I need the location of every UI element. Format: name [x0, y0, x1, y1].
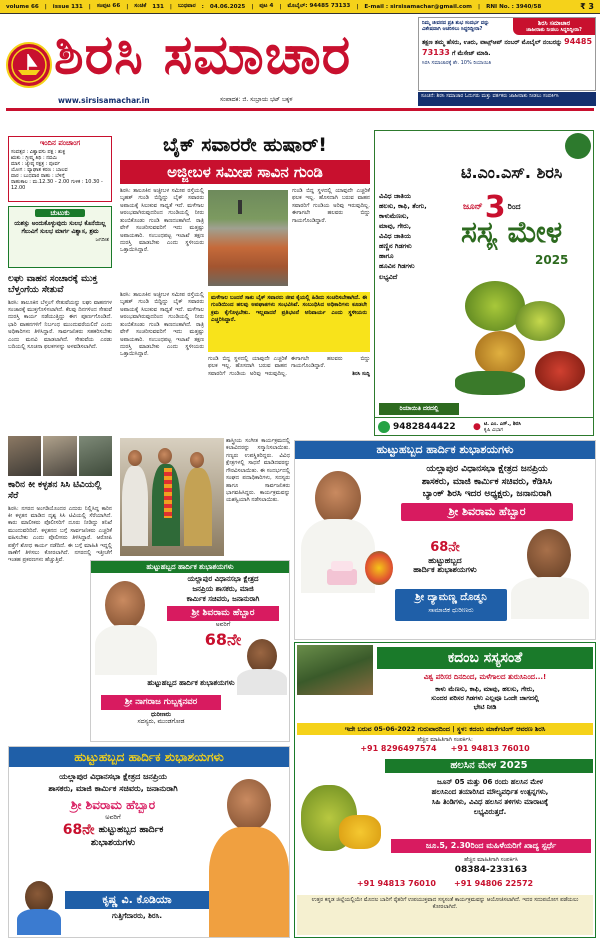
tms-mela: ಸಸ್ಯ ಮೇಳ: [461, 215, 563, 250]
lead-body-2: [292, 188, 370, 290]
bday-ad-bottom: [8, 746, 290, 938]
leader-shirt: [95, 625, 157, 675]
tms-item: ಹಣ್ಣಿನ ಗಿಡಗಳು: [379, 242, 412, 251]
bday-top-from-name: ಶ್ರೀ ದ್ಯಾಮಣ್ಣ ದೊಡ್ಮನಿ: [415, 592, 487, 603]
lead-body-2-text: ಗುಂಡಿ ಬಿದ್ದ ಸ್ಥಳದಲ್ಲಿ ಯಾವುದೇ ಎಚ್ಚರಿಕೆ ಫಲಕ ಇಲ್ಲ. ಹೊಸದಾಗಿ ಬರುವ ವಾಹನ ಸವಾರರಿಗೆ ಗುಂಡಿಯ ಅರಿವು ಇರುವುದಿಲ್ಲ. ಈಗಾಗಲೇ ಹಲವರು ಬಿದ್ದು ಗಾಯಗೊಂಡಿದ್ದಾರೆ.: [292, 188, 370, 224]
jackfruit-illustration: [299, 775, 385, 869]
kadamba-contest: ಜೂ.5, 2.30ರಿಂದ ಮಹಿಳೆಯರಿಗೆ ಖಾದ್ಯ ಸ್ಪರ್ಧೆ: [391, 839, 591, 853]
bday-mid-age: 68ನೇ: [204, 630, 242, 650]
bday-top-wishes: [395, 541, 495, 581]
bday-mid-line-2: ಜನಪ್ರಿಯ ಶಾಸಕರು, ಮಾಜಿ: [192, 584, 254, 593]
bday-top-line-3: ಬ್ಯಾಂಕ್ ಶಿರಸಿ ಇದರ ಅಧ್ಯಕ್ಷರು, ಜನಾನುರಾಗಿ: [422, 489, 552, 500]
mobile: ಮೊಬೈಲ್: 94485 73133: [287, 3, 351, 9]
kadamba-phone-4[interactable]: +91 94813 76010: [356, 879, 436, 888]
lead-more: ಶಿರಸಿ ಸುದ್ದಿ: [352, 370, 370, 377]
email: E-mail : sirsisamachar@gmail.com: [364, 3, 473, 10]
tms-phone[interactable]: 9482844422: [393, 421, 456, 432]
bday-bottom-from-role: ಗುತ್ತಿಗೆದಾರರು, ಶಿರಸಿ.: [111, 912, 163, 920]
tms-footer: [375, 417, 593, 435]
bday-mid-from: [101, 695, 221, 737]
kadamba-phone-5[interactable]: +91 94806 22572: [454, 879, 534, 888]
bday-top-header: ಹುಟ್ಟುಹಬ್ಬದ ಹಾರ್ದಿಕ ಶುಭಾಶಯಗಳು: [295, 441, 595, 459]
sender-shirt: [511, 577, 589, 619]
tms-item: ವಿವಿಧ ಜಾತಿಯ: [379, 232, 411, 241]
tms-fruits-illustration: [455, 271, 593, 401]
lead-body-cont-2-text: ಗುಂಡಿ ಬಿದ್ದ ಸ್ಥಳದಲ್ಲಿ ಯಾವುದೇ ಎಚ್ಚರಿಕೆ ಫಲಕ ಇಲ್ಲ. ಹೊಸದಾಗಿ ಬರುವ ವಾಹನ ಸವಾರರಿಗೆ ಗುಂಡಿಯ ಅರಿವು ಇರುವುದಿಲ್ಲ. ಈಗಾಗಲೇ ಹಲವರು ಬಿದ್ದು ಗಾಯಗೊಂಡಿದ್ದಾರೆ.: [208, 356, 370, 377]
lead-headline: ಅಜ್ಜೀಬಳ ಸಮೀಪ ಸಾವಿನ ಗುಂಡಿ: [120, 160, 370, 184]
issue: issue 131: [52, 3, 83, 10]
bday-mid-name: ಶ್ರೀ ಶಿವರಾಮ ಹೆಬ್ಬಾರ: [167, 606, 279, 621]
ad-kadamba-sasyasanthe: [294, 642, 596, 938]
kadamba-contact-1: ಹೆಚ್ಚಿನ ಮಾಹಿತಿಗಾಗಿ ಸಂಪರ್ಕಿಸಿ:: [417, 737, 473, 743]
lead-body-cont-2: [208, 356, 370, 416]
kadamba-phone-2[interactable]: +91 94813 76010: [450, 744, 530, 753]
bday-bottom-header: ಹುಟ್ಟುಹಬ್ಬದ ಹಾರ್ದಿಕ ಶುಭಾಶಯಗಳು: [9, 747, 289, 767]
kadamba-body: [377, 685, 593, 719]
kadamba-body-2: ಸುಂದರ ಪರಿಸರ ಗಿಡಗಳು ಎಲ್ಲವೂ ಒಂದೇ ಜಾಗದಲ್ಲಿ: [431, 694, 539, 703]
bday-top-line-1: ಯಲ್ಲಾಪುರ ವಿಧಾನಸಭಾ ಕ್ಷೇತ್ರದ ಜನಪ್ರಿಯ: [426, 464, 548, 474]
editor-line: ಸಂಪಾದಕ: ಜಿ. ಸುಬ್ರಾಯ ಭಟ್ ಬಕ್ಕಳ: [220, 96, 293, 103]
sender-face: [527, 529, 571, 581]
lead-kicker: ಬೈಕ್ ಸವಾರರೇ ಹುಷಾರ್!: [163, 134, 327, 156]
tms-item: ಕಾಳುಮೆಣಸು,: [379, 212, 409, 221]
bday-mid-wish: ಹುಟ್ಟುಹಬ್ಬದ ಹಾರ್ದಿಕ ಶುಭಾಶಯಗಳು: [147, 679, 235, 687]
bday-mid-portrait: [95, 575, 157, 675]
bday-mid-line-1: ಯಲ್ಲಾಪುರ ವಿಧಾನಸಭಾ ಕ್ಷೇತ್ರದ: [187, 575, 259, 583]
story-left-2-body: ಶಿರಸಿ: ನಗರದ ಅಂಗಡಿಯೊಂದರ ಎದುರು ನಿಲ್ಲಿಸಿದ್ದ ಕಾರಿನ ಕೀ ಕಳ್ಳತನ ಮಾಡಿದ ದೃಶ್ಯ ಸಿಸಿ ಟಿವಿಯಲ್ಲಿ ಸೆರೆಯಾಗಿದೆ. ಕಾರು ಮಾಲೀಕರು ಪೊಲೀಸರಿಗೆ ದೂರು ನೀಡಿದ್ದು ತನಿಖೆ ಮುಂದುವರಿದಿದೆ. ಕಳ್ಳತನದ ಬಗ್ಗೆ ಸಾರ್ವಜನಿಕರು ಎಚ್ಚರಿಕೆ ವಹಿಸಬೇಕು ಎಂದು ಪೊಲೀಸರು ತಿಳಿಸಿದ್ದಾರೆ. ಆರೋಪಿ ಪತ್ತೆಗೆ ಶೋಧ ಕಾರ್ಯ ನಡೆದಿದೆ. ಈ ಬಗ್ಗೆ ಮಾಹಿತಿ ಇದ್ದಲ್ಲಿ ಠಾಣೆಗೆ ತಿಳಿಸಲು ಕೋರಲಾಗಿದೆ. ನಗರದಲ್ಲಿ ಇತ್ತೀಚೆಗೆ ಇಂತಹ ಪ್ರಕರಣಗಳು ಹೆಚ್ಚುತ್ತಿವೆ.: [8, 505, 112, 564]
lead-photo-road: [208, 190, 288, 286]
masthead-logo: [6, 42, 52, 88]
story-left-1-headline: ಲಘು ವಾಹನ ಸಂಚಾರಕ್ಕೆ ಮುಕ್ತ ಬೆಳ್ತಂಗೆಯ ಸೇತುವೆ: [8, 274, 98, 296]
lead-body-cont: [120, 292, 204, 416]
lead-body-cont-text: ಶಿರಸಿ: ತಾಲೂಕಿನ ಅಜ್ಜೀಬಳ ಸಮೀಪ ರಸ್ತೆಯಲ್ಲಿ ಬೃಹತ್ ಗುಂಡಿ ಬಿದ್ದಿದ್ದು ಬೈಕ್ ಸವಾರರು ಅಪಾಯಕ್ಕೆ ಸಿಲುಕುವ ಸಾಧ್ಯತೆ ಇದೆ. ಮಳೆಗಾಲ ಆರಂಭವಾಗಿರುವುದರಿಂದ ಗುಂಡಿಯಲ್ಲಿ ನೀರು ತುಂಬಿಕೊಂಡು ಗುಂಡಿ ಕಾಣದಂತಾಗಿದೆ. ರಾತ್ರಿ ವೇಳೆ ಸಂಚರಿಸುವವರಿಗೆ ಇದು ಮತ್ತಷ್ಟು ಅಪಾಯಕಾರಿ. ಸಂಬಂಧಪಟ್ಟ ಇಲಾಖೆ ತಕ್ಷಣ ದುರಸ್ತಿ ಮಾಡಬೇಕು ಎಂದು ಸ್ಥಳೀಯರು ಒತ್ತಾಯಿಸಿದ್ದಾರೆ.: [120, 292, 204, 358]
bday-mid-line-3: ಕಾರ್ಮಿಕ ಸಚಿವರು, ಜನಾನುರಾಗಿ: [186, 594, 260, 603]
lead-quote: ಮಳೆಗಾಲ ಬಂದರೆ ಸಾಕು ಬೈಕ್ ಸವಾರರು ಜೀವ ಕೈಯಲ್ಲಿ ಹಿಡಿದು ಸಂಚರಿಸಬೇಕಾಗಿದೆ. ಈ ಗುಂಡಿಯಿಂದ ಹಲವು ಅಪಘಾತಗಳು ಸಂಭವಿಸಿವೆ. ಸಂಬಂಧಿಸಿದ ಅಧಿಕಾರಿಗಳು ಕೂಡಲೇ ಕ್ರಮ ಕೈಗೊಳ್ಳಬೇಕು. ಇಲ್ಲವಾದರೆ ಪ್ರತಿಭಟನೆ ಅನಿವಾರ್ಯ ಎಂದು ಸ್ಥಳೀಯರು ಎಚ್ಚರಿಸಿದ್ದಾರೆ.: [211, 295, 367, 324]
website[interactable]: www.sirsisamachar.in: [58, 96, 150, 105]
kadamba-photo: [297, 645, 373, 695]
panchanga-row: ಮಾಸ : ಜ್ಯೇಷ್ಠ ನಕ್ಷತ್ರ : ಪೂರ್ವ: [11, 161, 61, 168]
tms-items: [379, 191, 457, 401]
masthead-rule: [6, 108, 594, 111]
left-photo-collage: [8, 436, 112, 476]
bday-top-age: 68ನೇ: [430, 541, 460, 555]
bday-mid-header: ಹುಟ್ಟುಹಬ್ಬದ ಹಾರ್ದಿಕ ಶುಭಾಶಯಗಳು: [91, 561, 289, 573]
leader-face: [315, 471, 361, 525]
ad-tms-sasya-mela: [374, 130, 594, 436]
bday-top-name: ಶ್ರೀ ಶಿವರಾಮ ಹೆಬ್ಬಾರ: [401, 503, 573, 521]
panchanga-row: ಯೋಗ : ವ್ಯಾಘಾತ ಕರಣ : ಬಾಲವ: [11, 167, 68, 174]
ad-body: ತಕ್ಷಣ ತಮ್ಮ ಹೆಸರು, ಊರು, ವಾಟ್ಸ್‌ಆಪ್ ನಂಬರ್ ಮೊಬೈಲ್ ನಂಬರನ್ನು: [422, 39, 563, 47]
sender-shirt: [17, 909, 61, 935]
chutuku-heading: ಚುಟುಕು: [35, 209, 85, 217]
panchanga-row: ಋತು : ಗ್ರೀಷ್ಮ ತಿಥಿ : ನವಮಿ: [11, 155, 57, 162]
bday-bottom-avarige: ಅವರಿಗೆ: [105, 813, 121, 822]
kadamba-tagline: ವಿಶ್ವ ಪರಿಸರ ದಿನದಿಂದ, ಮಳೆಗಾಲದ ತುರುಸಿನಿಂದ...!: [423, 673, 547, 681]
pages: ಪುಟ 4: [259, 3, 274, 9]
flower-garland: [164, 468, 172, 518]
news-photo: [79, 436, 112, 476]
ad-line-2: ವಿಶೇಷವಾಗಿ ಆಚರಿಸಲು ಸಿದ್ಧರಿದ್ದೀರಾ?: [422, 26, 483, 32]
kadamba-mela-2-line: ಸಿಹಿ ತಿಂಡಿಗಳು, ವಿವಿಧ ಹಲಸಿನ ತಳಿಗಳು ಮಾರಾಟಕ್ಕೆ: [431, 798, 549, 807]
kadamba-mela-2-line: ಲಭ್ಯವಿರುತ್ತದೆ.: [473, 808, 507, 817]
leader-face: [227, 779, 271, 831]
kadamba-body-1: ಕಾಳು ಮೆಣಸು, ಕಾಫಿ, ಮಾವು, ಹಲಸು, ಗೇರು,: [435, 685, 535, 693]
leader-face: [105, 581, 145, 629]
ad-badge-2: ಜಾಹೀರಾತು ನೀಡಲು ಸಿದ್ಧರಿದ್ದೀರಾ?: [526, 27, 582, 34]
felicitation-caption-text: ಶಾಸ್ತ್ರೀಯ ಸಂಗೀತ ಕಾರ್ಯಕ್ರಮದಲ್ಲಿ ಕಲಾವಿದರನ್ನು ಸನ್ಮಾನಿಸಲಾಯಿತು. ಗಣ್ಯರು ಉಪಸ್ಥಿತರಿದ್ದರು. ವಿವಿಧ ಕ್ಷೇತ್ರಗಳಲ್ಲಿ ಸಾಧನೆ ಮಾಡಿದವರನ್ನು ಗೌರವಿಸಲಾಯಿತು. ಈ ಸಂದರ್ಭದಲ್ಲಿ ಸಂಘದ ಪದಾಧಿಕಾರಿಗಳು, ಸದಸ್ಯರು ಹಾಗೂ ಸಾರ್ವಜನಿಕರು ಭಾಗವಹಿಸಿದ್ದರು. ಕಾರ್ಯಕ್ರಮವನ್ನು ಯಶಸ್ವಿಯಾಗಿ ನಡೆಸಲಾಯಿತು.: [226, 438, 290, 504]
kadamba-mela-2: ಹಲಸಿನ ಮೇಳ 2025: [385, 759, 593, 773]
tms-date-suffix: ರಿಂದ: [507, 202, 521, 211]
volume: volume 66: [6, 3, 39, 10]
chutuku-author: ಜಗದೀಶ: [95, 237, 109, 244]
chutuku-box: [8, 206, 112, 268]
bday-ad-mid: [90, 560, 290, 742]
tms-item: ಲಭ್ಯವಿದೆ: [379, 272, 398, 281]
bday-ad-top: [294, 440, 596, 640]
tms-item: ವಿವಿಧ ಜಾತಿಯ: [379, 192, 411, 200]
ad-note: ಸಿರಸಿ ಸಮಾಚಾರಕ್ಕೆ ಶೇ. 10% ರಿಯಾಯಿತಿ: [422, 59, 492, 66]
ad-badge-1: ಶಿರಸಿ ಸಮಾಚಾರ: [537, 20, 571, 27]
bday-bottom-wish-1: ಹುಟ್ಟುಹಬ್ಬದ ಹಾರ್ದಿಕ: [98, 824, 164, 835]
ad-top-right: [418, 17, 596, 91]
tms-addr-1: ಟಿ. ಎಂ. ಎಸ್., ಶಿರಸಿ: [483, 420, 521, 427]
bday-bottom-name: ಶ್ರೀ ಶಿವರಾಮ ಹೆಬ್ಬಾರ: [70, 798, 156, 813]
bday-bottom-line-1: ಯಲ್ಲಾಪುರ ವಿಧಾನಸಭಾ ಕ್ಷೇತ್ರದ ಜನಪ್ರಿಯ: [59, 772, 167, 781]
bday-top-wish-2: ಹಾರ್ದಿಕ ಶುಭಾಶಯಗಳು: [413, 565, 477, 575]
bday-top-from-role: ಸಾಮಾಜಿಕ ಧುರೀಣರು: [428, 606, 474, 614]
felicitation-photo: [120, 438, 224, 556]
kadamba-date-line: ಇದೇ ಬರುವ 05-06-2022 ಗುರುವಾರದಿಂದ | ಸ್ಥಳ: ಕದಂಬ ಮಾರ್ಕೆಟಿಂಗ್ ಆವರಣ ಶಿರಸಿ: [297, 723, 593, 735]
tms-date-num: 3: [484, 189, 506, 225]
panchanga-box: [8, 136, 112, 202]
bday-bottom-sender-portrait: [17, 879, 61, 935]
ad-phone[interactable]: 94485 73133: [422, 37, 593, 57]
masthead-info-bar: volume 66 | issue 131 | ಸಂಪುಟ 66 | ಸಂಚಿಕೆ 131 | ಬುಧವಾರ : 04.06.2025 | ಪುಟ 4 | ಮೊಬೈಲ್: 94485 73133 | E-mail : sirsisamachar@gmail.com | RNI No. : 3940/58 ₹ 3: [0, 0, 600, 14]
kadamba-footer: [297, 895, 593, 935]
bday-bottom-from-name: ಕೃಷ್ಣ ವಿ. ಕೊಡಿಯಾ: [65, 891, 209, 909]
tms-item: ಮಾವು, ಗೇರು,: [379, 222, 412, 231]
lead-quote-box: [208, 292, 370, 352]
bday-bottom-from: [65, 891, 209, 931]
panchanga-row: ರಾಹುಕಾಲ : ಮ.12.30 - 2.00 ಗುಳಿಕ : 10.30 - 12.00: [11, 179, 103, 192]
tms-addr-2: ಕೃಷಿ ವಿಭಾಗ: [483, 426, 504, 433]
news-photo: [43, 436, 76, 476]
location-pin-icon: ●: [473, 421, 481, 432]
bday-mid-avarige: ಅವರಿಗೆ: [215, 621, 231, 629]
bday-bottom-text: [13, 771, 213, 881]
person-face: [190, 452, 204, 468]
news-photo: [8, 436, 41, 476]
bday-bottom-line-2: ಶಾಸಕರು, ಮಾಜಿ ಕಾರ್ಮಿಕ ಸಚಿವರು, ಜನಾನುರಾಗಿ: [48, 783, 178, 793]
birthday-cake-icon: [325, 557, 359, 587]
bday-top-from: [395, 589, 507, 621]
bday-mid-from-place: ಸದಸ್ಯರು, ಮುಂಡಗೋಡ: [137, 717, 185, 725]
bday-bottom-age: 68ನೇ: [62, 821, 95, 838]
kadamba-body-3: ಭೇಟಿ ನೀಡಿ: [473, 703, 497, 712]
felicitation-caption: [226, 438, 290, 556]
ad-strip: [418, 92, 596, 106]
kadamba-contact-2: ಹೆಚ್ಚಿನ ಮಾಹಿತಿಗಾಗಿ ಸಂಪರ್ಕಿಸಿ: [464, 857, 518, 863]
kadamba-mela-2-text: [387, 777, 593, 837]
sender-face: [247, 639, 277, 673]
ship-emblem-icon: [8, 44, 50, 86]
whatsapp-icon: [378, 421, 390, 433]
lead-body: [120, 188, 204, 290]
lead-body-text: ಶಿರಸಿ: ತಾಲೂಕಿನ ಅಜ್ಜೀಬಳ ಸಮೀಪ ರಸ್ತೆಯಲ್ಲಿ ಬೃಹತ್ ಗುಂಡಿ ಬಿದ್ದಿದ್ದು ಬೈಕ್ ಸವಾರರು ಅಪಾಯಕ್ಕೆ ಸಿಲುಕುವ ಸಾಧ್ಯತೆ ಇದೆ. ಮಳೆಗಾಲ ಆರಂಭವಾಗಿರುವುದರಿಂದ ಗುಂಡಿಯಲ್ಲಿ ನೀರು ತುಂಬಿಕೊಂಡು ಗುಂಡಿ ಕಾಣದಂತಾಗಿದೆ. ರಾತ್ರಿ ವೇಳೆ ಸಂಚರಿಸುವವರಿಗೆ ಇದು ಮತ್ತಷ್ಟು ಅಪಾಯಕಾರಿ. ಸಂಬಂಧಪಟ್ಟ ಇಲಾಖೆ ತಕ್ಷಣ ದುರಸ್ತಿ ಮಾಡಬೇಕು ಎಂದು ಸ್ಥಳೀಯರು ಒತ್ತಾಯಿಸಿದ್ದಾರೆ.: [120, 188, 204, 254]
panchanga-row: ಸಂವತ್ಸರ : ವಿಶ್ವಾವಸು ಪಕ್ಷ : ಶುಕ್ಲ: [11, 149, 66, 156]
sanchike-label: ಸಂಚಿಕೆ: [134, 3, 147, 9]
rni: RNI No. : 3940/58: [486, 3, 542, 10]
ad-line-1: ನಿಮ್ಮ ಜೀವನದ ಪ್ರತಿ ಶುಭ ಸಂದರ್ಭ ವನ್ನು: [422, 20, 490, 26]
person-body: [122, 466, 148, 546]
tms-date-label: ಜೂನ್: [463, 202, 483, 212]
panchanga-heading: ಇಂದಿನ ಪಂಚಾಂಗ: [39, 139, 81, 147]
story-left-1: [8, 274, 112, 434]
tms-org: ಟಿ.ಎಂ.ಎಸ್. ಶಿರಸಿ: [461, 163, 563, 182]
date: 04.06.2025: [209, 3, 246, 10]
sanchike: ಸಂಪುಟ 66: [96, 3, 121, 9]
person-face: [158, 448, 172, 464]
chutuku-text: ಯಶಸ್ಸು ಅಂದುಕೊಳ್ಳುವುದು ಸುಲಭ ಕೊನೆಯಿಲ್ಲ ಗೆಲುವಿಗೆ ಸುಲಭ ಮಾರ್ಗ ವಿಶ್ವಾಸ, ಶ್ರಮ: [14, 220, 106, 235]
kadamba-phones: [297, 744, 593, 756]
bday-mid-from-role: ಧುರೀಣರು: [150, 711, 172, 718]
kadamba-phones-2: [297, 879, 593, 891]
flower-bouquet-icon: [365, 551, 393, 585]
bday-mid-from-name: ಶ್ರೀ ನಾಗರಾಜ ಗುಬ್ಬಕ್ಕನವರ: [101, 695, 221, 710]
kadamba-mela-2-line: ಹಲಸಿನಿಂದ ತಯಾರಿಸಿದ ಮೌಲ್ಯವರ್ಧಿತ ಉತ್ಪನ್ನಗಳು,: [431, 788, 549, 797]
tms-item: ಹಲಸು, ಕಾಫಿ, ತೆಂಗು,: [379, 202, 427, 211]
bday-bottom-wish-2: ಶುಭಾಶಯಗಳು: [90, 837, 136, 848]
bday-bottom-portrait: [209, 769, 289, 937]
person-body: [184, 468, 212, 546]
issue-number: 131: [152, 3, 164, 10]
bday-top-line-2: ಶಾಸಕರು, ಮಾಜಿ ಕಾರ್ಮಿಕ ಸಚಿವರು, ಕೆಡಿಸಿಸಿ: [421, 476, 553, 487]
bday-top-sender-portrait: [507, 523, 593, 619]
kadamba-footer-text: ಉತ್ತರ ಕನ್ನಡ ಜಿಲ್ಲೆಯಲ್ಲಿಯೇ ಮೊದಲ ಬಾರಿಗೆ ರೈತರಿಗೆ ಉಪಯುಕ್ತವಾದ ಸಸ್ಯಸಂತೆ ಕಾರ್ಯಕ್ರಮವನ್ನು ಆಯೋಜಿಸಲಾಗಿದೆ. ಇದರ ಸದುಪಯೋಗ ಪಡೆಯಲು ಕೋರಲಾಗಿದೆ.: [311, 897, 579, 911]
person-face: [128, 450, 142, 466]
ad-body-2: ಗೆ ಮೆಸೇಜ್ ಮಾಡಿ.: [451, 49, 491, 57]
tms-item: ಹೂವಿನ ಗಿಡಗಳು: [379, 262, 415, 271]
story-left-2-headline: ಕಾರಿನ ಕೀ ಕಳ್ಳತನ ಸಿಸಿ ಟಿವಿಯಲ್ಲಿ ಸೆರೆ: [8, 480, 102, 502]
kadamba-phone-1[interactable]: +91 8296497574: [360, 744, 437, 753]
bday-top-wish-1: ಹುಟ್ಟುಹಬ್ಬದ: [428, 555, 462, 565]
kadamba-title: ಕದಂಬ ಸಸ್ಯಸಂತೆ: [377, 647, 593, 669]
tms-cta: ರಿಯಾಯಿತಿ ದರದಲ್ಲಿ: [379, 403, 459, 415]
tms-logo-leaf-icon: [565, 133, 591, 159]
price: ₹ 3: [580, 2, 594, 11]
kadamba-mela-2-line: ಜೂನ್ 05 ಮತ್ತು 06 ರಂದು ಹಲಸಿನ ಮೇಳ: [437, 778, 543, 786]
tms-year: 2025: [535, 253, 569, 267]
kadamba-phone-3[interactable]: 08384-233163: [454, 865, 528, 875]
panchanga-row: ವಾರ : ಬುಧವಾರ ರಾಹು : ಬೆಳಿಗ್ಗೆ: [11, 173, 65, 180]
ad-strip-text: ಸೂಚನೆ: ಶಿರಸಿ ಸಮಾಚಾರ ಓದುಗರು ಮತ್ತು ವರ್ತಕರು ಜಾಹೀರಾತು ನೀಡಲು ಸಂಪರ್ಕಿಸಿ: [421, 93, 559, 99]
story-left-1-body: ಶಿರಸಿ: ತಾಲೂಕಿನ ಬೆಳ್ತಂಗೆ ಸೇತುವೆಯನ್ನು ಲಘು ವಾಹನಗಳ ಸಂಚಾರಕ್ಕೆ ಮುಕ್ತಗೊಳಿಸಲಾಗಿದೆ. ಕೆಲವು ದಿನಗಳಿಂದ ಸೇತುವೆ ದುರಸ್ತಿ ಕಾರ್ಯ ನಡೆಯುತ್ತಿದ್ದು ಈಗ ಪೂರ್ಣಗೊಂಡಿದೆ. ಭಾರಿ ವಾಹನಗಳಿಗೆ ನಿರ್ಬಂಧ ಮುಂದುವರೆಯಲಿದೆ ಎಂದು ಅಧಿಕಾರಿಗಳು ತಿಳಿಸಿದ್ದಾರೆ. ಸಾರ್ವಜನಿಕರು ಸಹಕರಿಸಬೇಕು ಎಂದು ಮನವಿ ಮಾಡಲಾಗಿದೆ. ಸೇತುವೆಯ ಎರಡು ಬದಿಯಲ್ಲಿ ಸೂಚನಾ ಫಲಕಗಳನ್ನು ಅಳವಡಿಸಲಾಗಿದೆ.: [8, 299, 112, 351]
tms-item: ಹಾಗೂ: [379, 252, 394, 261]
day: ಬುಧವಾರ: [177, 3, 196, 9]
leader-shirt: [209, 827, 289, 937]
newspaper-title: ಶಿರಸಿ ಸಮಾಚಾರ: [54, 22, 352, 86]
